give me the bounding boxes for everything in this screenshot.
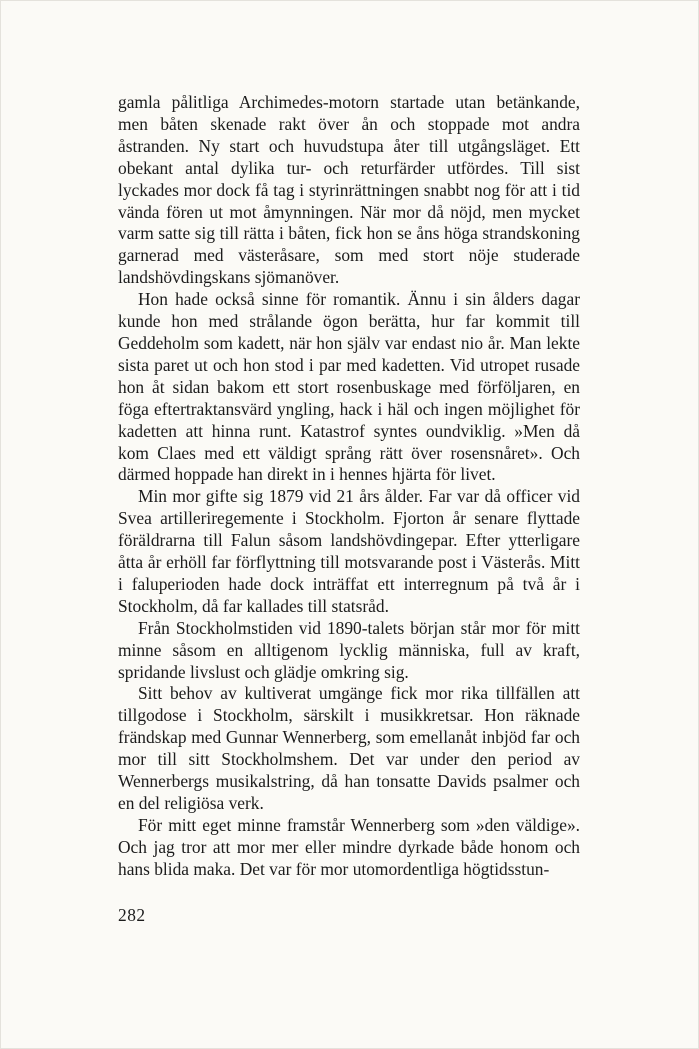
paragraph: För mitt eget minne framstår Wennerberg som »den väldige». Och jag tror att mor mer eller mindre dyrkade både honom och hans blida maka. Det var för mor utomordentliga högtidsstun- [118,814,580,879]
paragraph: gamla pålitliga Archimedes-motorn startade utan betänkande, men båten skenade rakt över ån och stoppade mot andra åstranden. Ny start och huvudstupa åter till utgångsläget. Ett obekant antal dylika tur- och returfärder utfördes. Till sist lyckades mor dock få tag i styrinrättningen snabbt nog för att i tid vända fören ut mot åmynningen. När mor då nöjd, men mycket varm satte sig till rätta i båten, fick hon se åns höga strandskoning garnerad med västeråsare, som med stort nöje studerade landshövdingskans sjömanöver. [118,92,580,288]
body-text [118,92,580,881]
paragraph: Min mor gifte sig 1879 vid 21 års ålder. Far var då officer vid Svea artilleriregemente i Stockholm. Fjorton år senare flyttade föräldrarna till Falun såsom landshövdingepar. Efter ytterligare åtta år erhöll far förflyttning till motsvarande post i Västerås. Mitt i faluperioden hade dock inträffat ett interregnum på två år i Stockholm, då far kallades till statsråd. [118,486,580,616]
page-number: 282 [118,905,146,925]
paragraph: Från Stockholmstiden vid 1890-talets början står mor för mitt minne såsom en alltigenom lycklig människa, full av kraft, spridande livslust och glädje omkring sig. [118,617,580,682]
paragraph: Sitt behov av kultiverat umgänge fick mor rika tillfällen att tillgodose i Stockholm, särskilt i musikkretsar. Hon räknade frändskap med Gunnar Wennerberg, som emellanåt inbjöd far och mor till sitt Stockholmshem. Det var under den period av Wennerbergs musikalstring, då han tonsatte Davids psalmer och en del religiösa verk. [118,683,580,813]
paragraph: Hon hade också sinne för romantik. Ännu i sin ålders dagar kunde hon med strålande ögon berätta, hur far kommit till Geddeholm som kadett, när hon själv var endast nio år. Man lekte sista paret ut och hon stod i par med kadetten. Vid utropet rusade hon åt sidan bakom ett stort rosenbuskage med förföljaren, en föga eftertraktansvärd yngling, hack i häl och ingen möjlighet för kadetten att hinna runt. Katastrof syntes oundviklig. »Men då kom Claes med ett väldigt språng rätt över rosensnåret». Och därmed hoppade han direkt in i hennes hjärta för livet. [118,289,580,485]
